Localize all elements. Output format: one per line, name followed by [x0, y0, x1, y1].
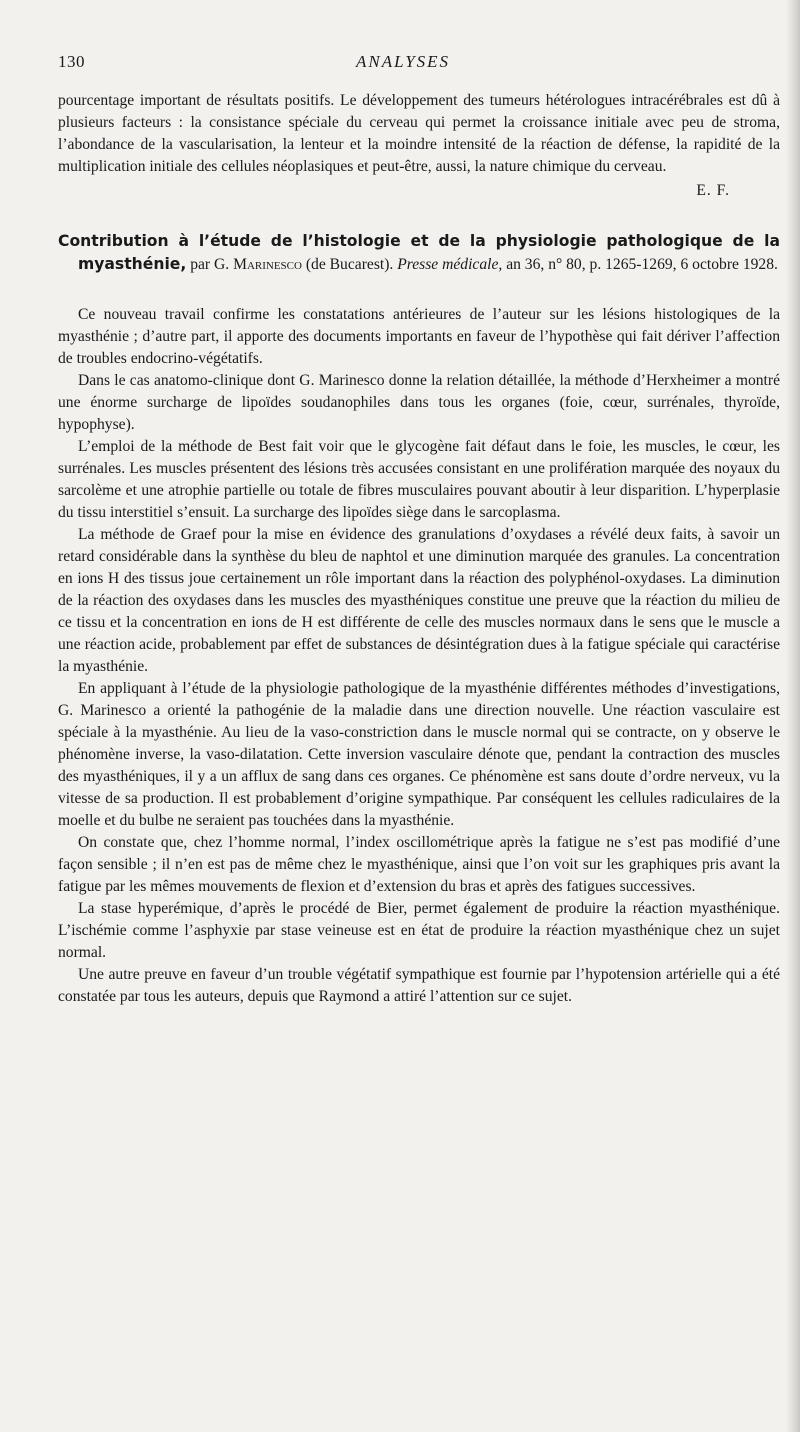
author-affiliation: (de Bucarest). [301, 256, 398, 273]
paragraph-2: Dans le cas anatomo-clinique dont G. Marinesco donne la relation détaillée, la méthode d’Herxheimer a montré une énorme surcharge de lipoïdes soudanophiles dans tous les organes (foie, cœur, surrénales, thyroïde, hypophyse). [58, 371, 780, 433]
paragraph-4: La méthode de Graef pour la mise en évidence des granulations d’oxydases a révélé deux faits, à savoir un retard considérable dans la synthèse du bleu de naphtol et une diminution marquée des granules. La concentration en ions H des tissus joue certainement un rôle important dans la réaction des polyphénol-oxydases. La diminution de la réaction des oxydases dans les muscles des myasthéniques constitue une preuve que la réaction du milieu de ce tissu et la concentration en ions de H est différente de celle des muscles normaux dans le sens que le muscle a une réaction acide, probablement par effet de substances de désintégration dues à la fatigue spéciale qui caractérise la myasthénie. [58, 525, 780, 675]
page-header [58, 52, 748, 76]
article-title: Contribution à l’étude de l’histologie et de la physiologie pathologique de la myasthénie, [58, 232, 780, 273]
paragraph-3: L’emploi de la méthode de Best fait voir que le glycogène fait défaut dans le foie, les muscles, le cœur, les surrénales. Les muscles présentent des lésions très accusées consistant en une prolifération marquée des noyaux du sarcolème et une atrophie partielle ou totale de fibres musculaires pouvant aboutir à leur disparition. L’hyperplasie du tissu interstitiel s’ensuit. La surcharge des lipoïdes siège dans le sarcoplasma. [58, 437, 780, 521]
paragraph-5: En appliquant à l’étude de la physiologie pathologique de la myasthénie différentes méthodes d’investigations, G. Marinesco a orienté la pathogénie de la maladie dans une direction nouvelle. Une réaction vasculaire est spéciale à la myasthénie. Au lieu de la vaso-constriction dans le muscle normal qui se contracte, on y observe le phénomène inverse, la vaso-dilatation. Cette inversion vasculaire dénote que, pendant la contraction des muscles des myasthéniques, il y a un afflux de sang dans ces organes. Ce phénomène est sans doute d’ordre nerveux, vu la vitesse de sa production. Il est probablement d’origine sympathique. Par conséquent les cellules radiculaires de la moelle et du bulbe ne seraient pas touchées dans la myasthénie. [58, 679, 780, 829]
paragraph-1: Ce nouveau travail confirme les constatations antérieures de l’auteur sur les lésions histologiques de la myasthénie ; d’autre part, il apporte des documents importants en faveur de l’hypothèse qui fait dériver l’affection de troubles endocrino-végétatifs. [58, 305, 780, 367]
citation-details: an 36, n° 80, p. 1265-1269, 6 octobre 1928. [502, 256, 778, 273]
page-body [58, 90, 780, 1008]
review-signature: E. F. [696, 182, 730, 199]
page-number: 130 [58, 52, 85, 71]
paragraph-6: On constate que, chez l’homme normal, l’index oscillométrique après la fatigue ne s’est pas modifié d’une façon sensible ; il n’en est pas de même chez le myasthénique, ainsi que l’on voit sur les graphiques pris avant la fatigue par les mêmes mouvements de flexion et d’extension du bras et après des fatigues successives. [58, 833, 780, 895]
journal-name: Presse médicale, [397, 256, 503, 273]
author-name: Marinesco [233, 256, 302, 273]
page-edge-shadow [786, 0, 800, 1432]
article-heading [58, 230, 780, 276]
previous-review-text: pourcentage important de résultats positifs. Le développement des tumeurs hétérologues intracérébrales est dû à plusieurs facteurs : la consistance spéciale du cerveau qui permet la croissance initiale avec peu de stroma, l’abondance de la vascularisation, la lenteur et la moindre intensité de la réaction de défense, la rapidité de la multiplication initiale des cellules néoplasiques et peut-être, aussi, la nature chimique du cerveau. [58, 92, 780, 175]
author-prefix: par G. [186, 256, 234, 273]
paragraph-8: Une autre preuve en faveur d’un trouble végétatif sympathique est fournie par l’hypotension artérielle qui a été constatée par tous les auteurs, depuis que Raymond a attiré l’attention sur ce sujet. [58, 965, 780, 1005]
spacer [58, 292, 780, 304]
running-title: ANALYSES [355, 52, 451, 71]
paragraph-7: La stase hyperémique, d’après le procédé de Bier, permet également de produire la réaction myasthénique. L’ischémie comme l’asphyxie par stase veineuse est en état de produire la réaction myasthénique chez un sujet normal. [58, 899, 780, 961]
